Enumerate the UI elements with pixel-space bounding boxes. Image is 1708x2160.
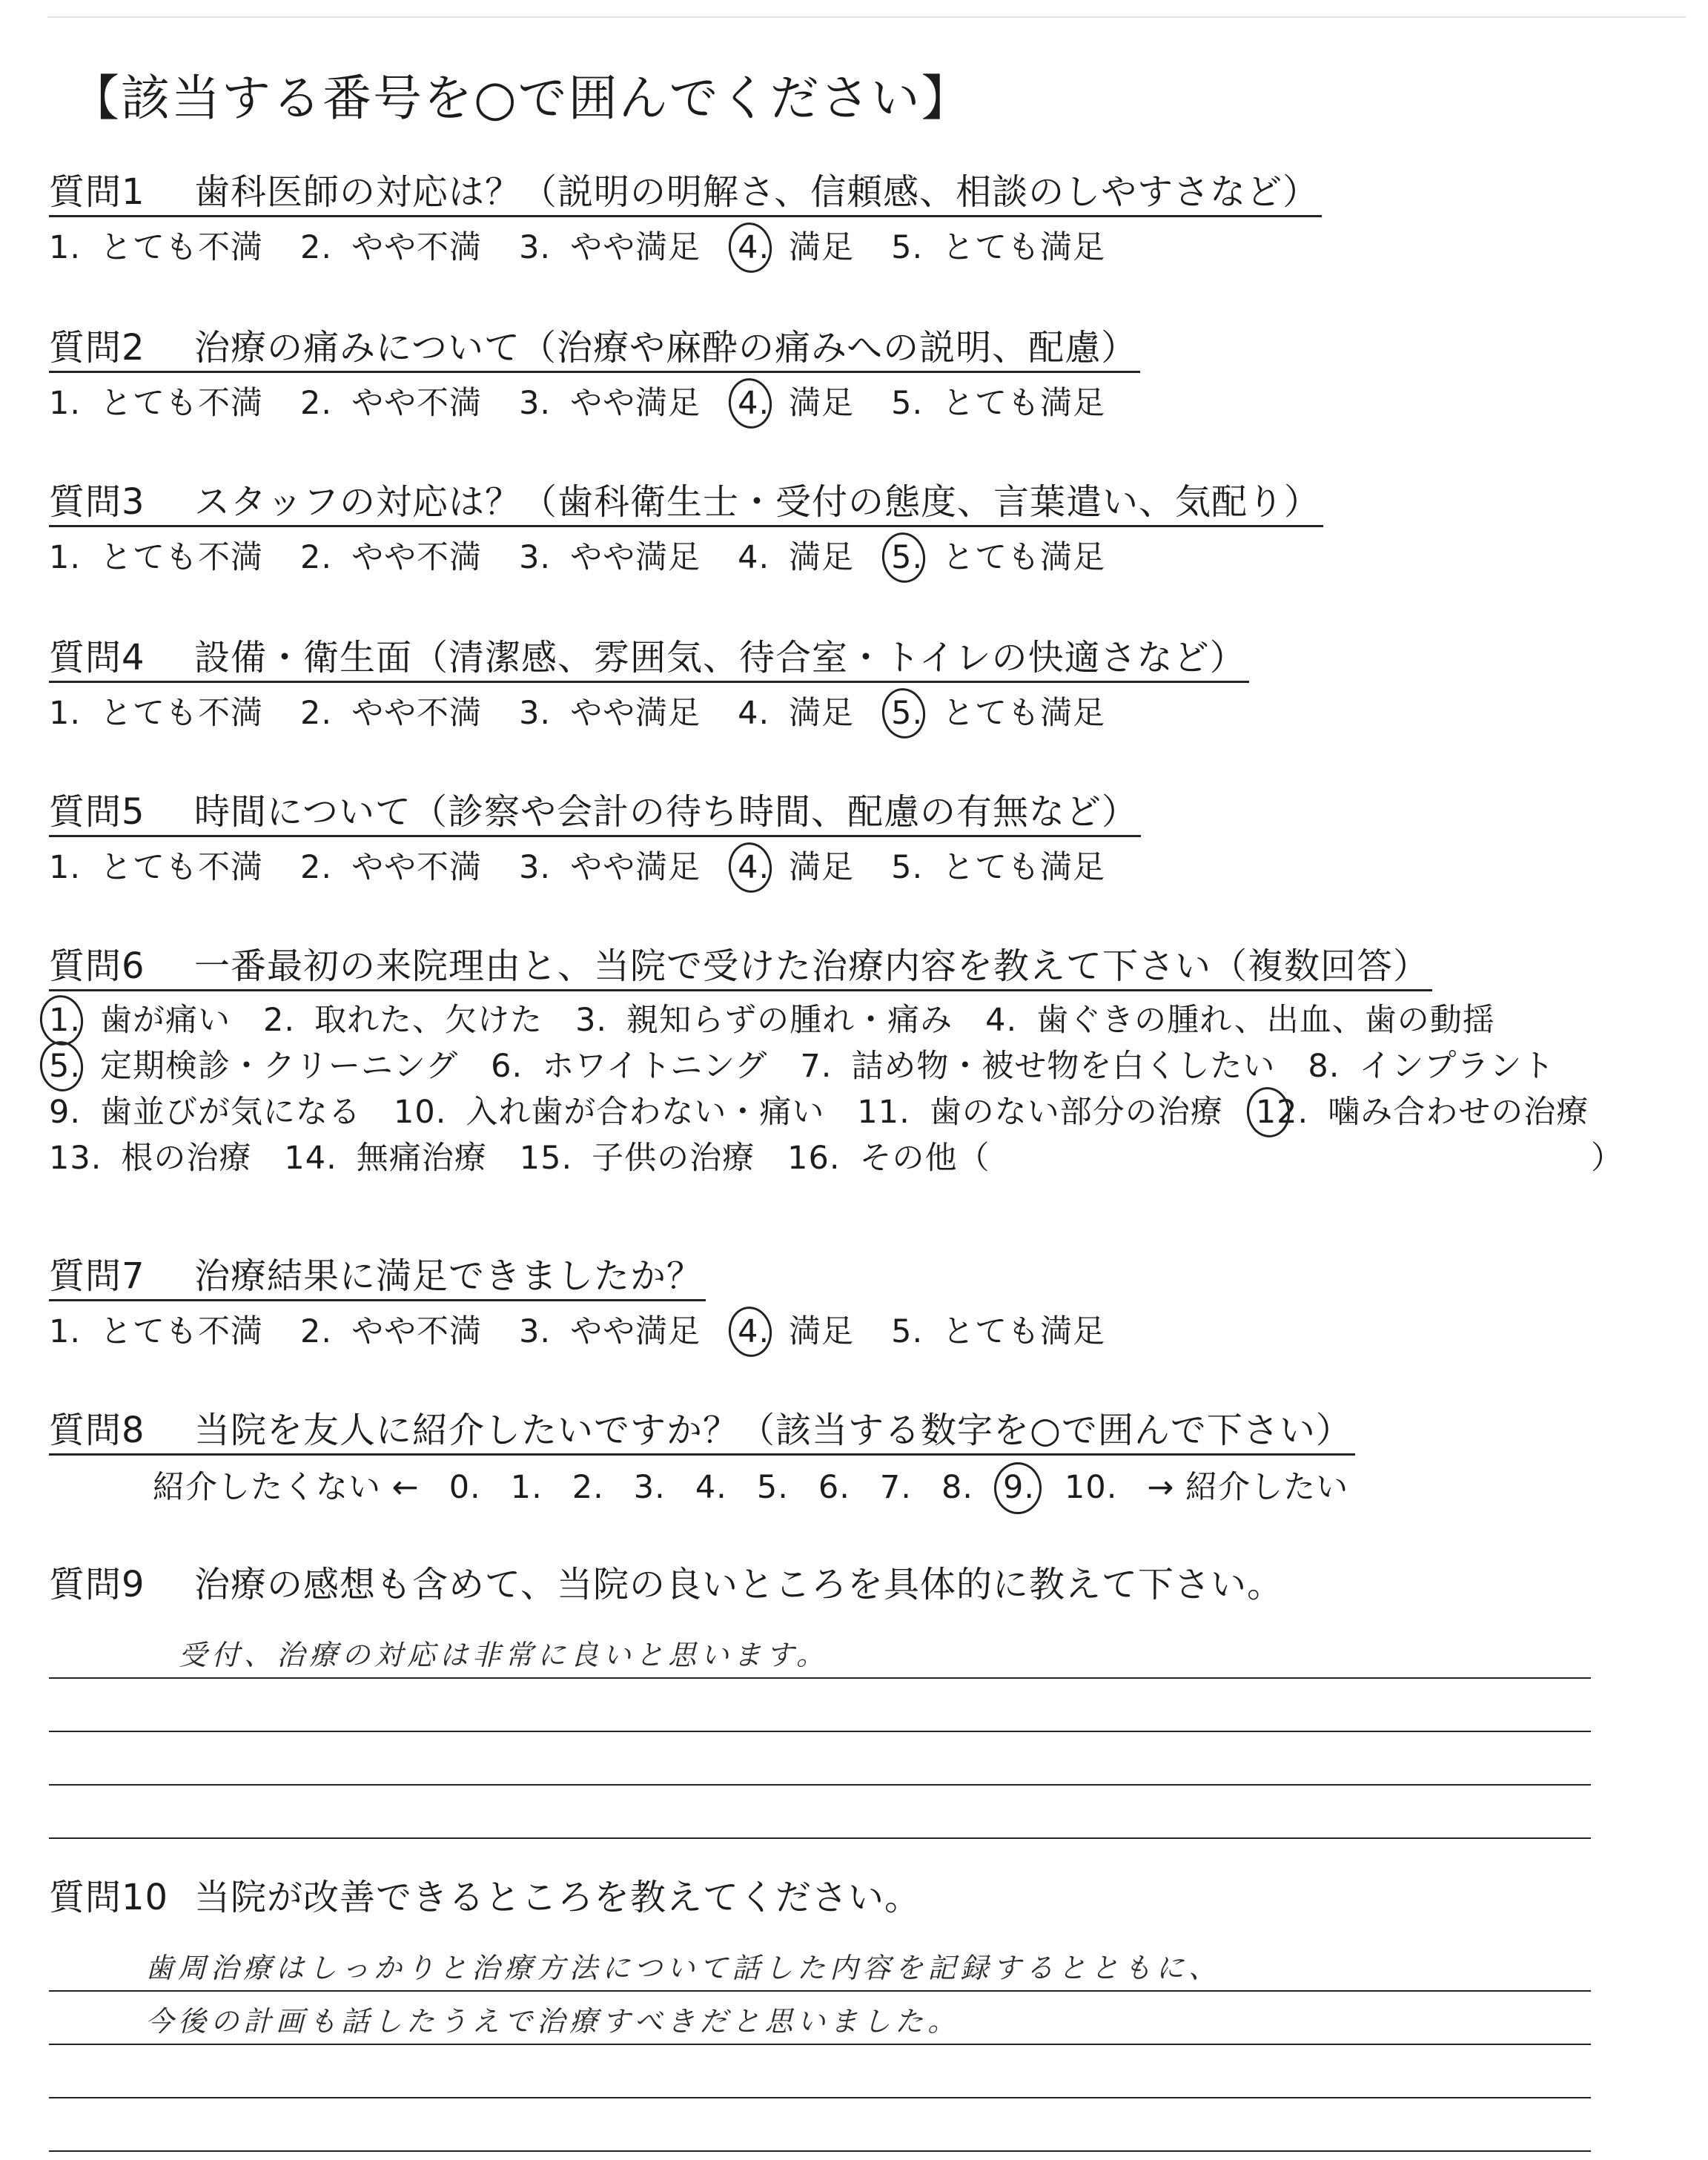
question-6	[49, 943, 1643, 1183]
option-label: やや不満	[351, 849, 483, 886]
option-number: 3.	[519, 1313, 552, 1350]
option-number: 5.	[891, 849, 924, 886]
option-label: 詰め物・被せ物を白くしたい	[851, 1048, 1276, 1085]
option[interactable]	[300, 382, 482, 425]
question-5	[49, 789, 1643, 889]
answer-lines	[49, 1625, 1643, 1839]
scale-value[interactable]: 6.	[818, 1469, 850, 1506]
option-row	[49, 1091, 1643, 1134]
option-label: やや満足	[570, 539, 701, 576]
scale-value[interactable]: 7.	[879, 1469, 912, 1506]
option-number: 12.	[1256, 1091, 1308, 1134]
option-label: とても満足	[942, 1313, 1106, 1350]
option-number: 2.	[300, 1313, 333, 1350]
option[interactable]	[300, 846, 482, 889]
option-label: やや満足	[570, 229, 701, 266]
option-label: 満足	[789, 1313, 855, 1350]
option[interactable]	[787, 1137, 990, 1180]
scale-value[interactable]: 4.	[695, 1469, 727, 1506]
option-label: とても不満	[100, 849, 264, 886]
option-label: やや満足	[570, 849, 701, 886]
option[interactable]	[300, 692, 482, 735]
option[interactable]	[738, 536, 854, 579]
option-number: 4.	[738, 382, 769, 425]
option[interactable]	[519, 846, 701, 889]
option[interactable]	[263, 999, 543, 1042]
handwritten-answer: 今後の計画も話したうえで治療すべきだと思いました。	[145, 2005, 961, 2038]
scale-right-label: → 紹介したい	[1147, 1469, 1349, 1506]
option-label: とても満足	[942, 849, 1106, 886]
option-number: 4.	[738, 695, 770, 732]
option-label: やや満足	[570, 695, 701, 732]
option-label: 満足	[789, 695, 855, 732]
top-border	[47, 16, 1686, 18]
scale-value[interactable]: 3.	[633, 1469, 666, 1506]
option[interactable]	[300, 1310, 482, 1353]
answer-line[interactable]	[49, 1992, 1591, 2045]
option-selected[interactable]	[891, 692, 1105, 735]
rating-options	[49, 692, 1643, 735]
option[interactable]	[891, 382, 1105, 425]
option[interactable]	[394, 1091, 824, 1134]
question-title: 質問6 一番最初の来院理由と、当院で受けた治療内容を教えて下さい（複数回答）	[49, 943, 1432, 991]
option-label: 入れ歯が合わない・痛い	[466, 1094, 825, 1131]
option-number: 4.	[738, 539, 770, 576]
option-selected[interactable]	[738, 382, 854, 425]
option-label: とても満足	[942, 695, 1106, 732]
option-number: 5.	[891, 385, 924, 422]
other-paren-close: ）	[1591, 1140, 1623, 1177]
option-label: とても不満	[100, 229, 264, 266]
option-selected[interactable]	[891, 536, 1105, 579]
option-number: 5.	[891, 536, 923, 579]
scale-value[interactable]: 5.	[756, 1469, 789, 1506]
option-label: ホワイトニング	[542, 1048, 768, 1085]
option[interactable]	[985, 999, 1495, 1042]
option-label: その他（	[859, 1140, 990, 1177]
option-number: 1.	[49, 385, 82, 422]
option-label: 満足	[789, 849, 855, 886]
answer-line[interactable]	[49, 2098, 1591, 2152]
option-label: とても不満	[100, 539, 264, 576]
option-selected[interactable]	[738, 846, 854, 889]
option-label: やや満足	[570, 385, 701, 422]
option-row	[49, 1137, 1643, 1180]
option-label: やや不満	[351, 695, 483, 732]
multi-choice-options	[49, 999, 1643, 1180]
option-row	[49, 999, 1643, 1042]
answer-lines	[49, 1938, 1643, 2152]
scale-value[interactable]: 8.	[941, 1469, 973, 1506]
question-1	[49, 169, 1643, 269]
question-title: 質問7 治療結果に満足できましたか？	[49, 1253, 706, 1301]
option-number: 6.	[491, 1048, 523, 1085]
option[interactable]	[519, 1310, 701, 1353]
option-label: とても満足	[942, 229, 1106, 266]
option[interactable]	[519, 692, 701, 735]
option-selected[interactable]	[49, 1045, 458, 1088]
option-number: 1.	[49, 1313, 82, 1350]
option[interactable]	[857, 1091, 1222, 1134]
rating-options	[49, 846, 1643, 889]
option[interactable]	[520, 1137, 755, 1180]
option-label: とても満足	[942, 539, 1106, 576]
option[interactable]	[49, 692, 263, 735]
answer-line[interactable]	[49, 1938, 1591, 1992]
option[interactable]	[891, 1310, 1105, 1353]
option[interactable]	[49, 536, 263, 579]
option[interactable]	[575, 999, 953, 1042]
option[interactable]	[49, 226, 263, 269]
handwritten-answer: 受付、治療の対応は非常に良いと思います。	[179, 1639, 829, 1671]
option[interactable]	[891, 846, 1105, 889]
option-label: やや満足	[570, 1313, 701, 1350]
question-8	[49, 1407, 1643, 1509]
option-label: やや不満	[351, 229, 483, 266]
option-label: 噛み合わせの治療	[1328, 1094, 1589, 1131]
option-number: 3.	[519, 695, 552, 732]
option-number: 16.	[787, 1140, 841, 1177]
option[interactable]	[519, 226, 701, 269]
option-number: 7.	[800, 1048, 833, 1085]
option-number: 3.	[519, 849, 552, 886]
option-number: 1.	[49, 539, 82, 576]
scale-value[interactable]: 2.	[572, 1469, 604, 1506]
option[interactable]	[49, 1137, 251, 1180]
option-row	[49, 1045, 1643, 1088]
option[interactable]	[491, 1045, 767, 1088]
option-label: やや不満	[351, 385, 483, 422]
option-label: 定期検診・クリーニング	[100, 1048, 459, 1085]
rating-options	[49, 536, 1643, 579]
scale-value[interactable]: 10.	[1065, 1469, 1118, 1506]
option-label: とても満足	[942, 385, 1106, 422]
option-label: とても不満	[100, 385, 264, 422]
option[interactable]	[738, 692, 854, 735]
option-label: 歯並びが気になる	[100, 1094, 362, 1131]
option[interactable]	[891, 226, 1105, 269]
option-number: 2.	[263, 1002, 296, 1039]
option[interactable]	[49, 846, 263, 889]
question-title: 質問9 治療の感想も含めて、当院の良いところを具体的に教えて下さい。	[49, 1564, 1284, 1605]
option-label: 取れた、欠けた	[314, 1002, 543, 1039]
option-label: 歯のない部分の治療	[929, 1094, 1223, 1131]
question-title: 質問1 歯科医師の対応は？（説明の明解さ、信頼感、相談のしやすさなど）	[49, 169, 1322, 217]
question-9	[49, 1562, 1643, 1839]
option-label: やや不満	[351, 1313, 483, 1350]
option-number: 2.	[300, 539, 333, 576]
option-selected[interactable]	[49, 999, 231, 1042]
question-title: 質問8 当院を友人に紹介したいですか？（該当する数字を○で囲んで下さい）	[49, 1407, 1355, 1456]
question-4	[49, 635, 1643, 735]
option-number: 3.	[519, 229, 552, 266]
option-number: 2.	[300, 849, 333, 886]
option-number: 5.	[891, 1313, 924, 1350]
option-label: 子供の治療	[592, 1140, 755, 1177]
option-number: 5.	[891, 229, 924, 266]
option-number: 14.	[284, 1140, 337, 1177]
option-number: 10.	[394, 1094, 447, 1131]
rating-options	[49, 1310, 1643, 1353]
option-number: 15.	[519, 1140, 573, 1177]
option-label: やや不満	[351, 539, 483, 576]
question-title: 質問4 設備・衛生面（清潔感、雰囲気、待合室・トイレの快適さなど）	[49, 635, 1249, 683]
answer-line[interactable]	[49, 2045, 1591, 2098]
question-title: 質問3 スタッフの対応は？（歯科衛生士・受付の態度、言葉遣い、気配り）	[49, 479, 1323, 527]
scale-left-label: 紹介したくない ←	[153, 1469, 420, 1506]
question-2	[49, 325, 1643, 425]
option[interactable]	[49, 1310, 263, 1353]
option[interactable]	[1308, 1045, 1555, 1088]
option[interactable]	[300, 536, 482, 579]
option-label: 歯ぐきの腫れ、出血、歯の動揺	[1036, 1002, 1495, 1039]
option-number: 8.	[1308, 1048, 1340, 1085]
option-number: 4.	[738, 1310, 769, 1353]
answer-line[interactable]	[49, 1732, 1591, 1786]
question-title: 質問10 当院が改善できるところを教えてください。	[49, 1877, 921, 1918]
option-label: 満足	[789, 385, 855, 422]
option-number: 11.	[857, 1094, 910, 1131]
recommend-scale	[153, 1466, 1643, 1509]
answer-line[interactable]	[49, 1786, 1591, 1839]
option-label: 根の治療	[121, 1140, 252, 1177]
question-title: 質問5 時間について（診察や会計の待ち時間、配慮の有無など）	[49, 789, 1141, 837]
option-selected[interactable]	[738, 1310, 854, 1353]
option-label: 歯が痛い	[100, 1002, 231, 1039]
option-label: とても不満	[100, 695, 264, 732]
option-number: 4.	[985, 1002, 1018, 1039]
scale-value[interactable]: 0.	[448, 1469, 481, 1506]
option-number: 3.	[519, 539, 552, 576]
rating-options	[49, 226, 1643, 269]
option[interactable]	[49, 382, 263, 425]
option-selected[interactable]	[1256, 1091, 1589, 1134]
option-number: 2.	[300, 695, 333, 732]
option[interactable]	[519, 382, 701, 425]
option-label: 無痛治療	[356, 1140, 487, 1177]
option-number: 1.	[49, 999, 81, 1042]
option-number: 4.	[738, 226, 769, 269]
option-number: 2.	[300, 229, 333, 266]
option-number: 1.	[49, 849, 82, 886]
option-selected[interactable]	[738, 226, 854, 269]
answer-line[interactable]	[49, 1679, 1591, 1732]
option-number: 9.	[49, 1094, 82, 1131]
option-number: 5.	[49, 1045, 81, 1088]
option-label: とても不満	[100, 1313, 264, 1350]
option[interactable]	[519, 536, 701, 579]
option-label: 親知らずの腫れ・痛み	[626, 1002, 953, 1039]
option[interactable]	[800, 1045, 1275, 1088]
option[interactable]	[49, 1091, 361, 1134]
option-label: 満足	[789, 539, 855, 576]
option-label: 満足	[789, 229, 855, 266]
rating-options	[49, 382, 1643, 425]
option[interactable]	[284, 1137, 486, 1180]
option-number: 1.	[49, 229, 82, 266]
question-3	[49, 479, 1643, 579]
option[interactable]	[300, 226, 482, 269]
scale-value[interactable]: 1.	[510, 1469, 543, 1506]
question-10	[49, 1875, 1643, 2152]
option-number: 2.	[300, 385, 333, 422]
option-number: 5.	[891, 692, 923, 735]
question-7	[49, 1253, 1643, 1353]
option-number: 3.	[519, 385, 552, 422]
option-label: インプラント	[1359, 1048, 1555, 1085]
answer-line[interactable]	[49, 1625, 1591, 1679]
option-number: 1.	[49, 695, 82, 732]
option-number: 13.	[49, 1140, 102, 1177]
scale-value-selected[interactable]: 9.	[1003, 1466, 1035, 1509]
question-title: 質問2 治療の痛みについて（治療や麻酔の痛みへの説明、配慮）	[49, 325, 1140, 373]
option-number: 4.	[738, 846, 769, 889]
option-number: 3.	[575, 1002, 608, 1039]
instruction-header: 【該当する番号を○で囲んでください】	[70, 70, 972, 127]
handwritten-answer: 歯周治療はしっかりと治療方法について話した内容を記録するとともに、	[145, 1952, 1222, 1984]
